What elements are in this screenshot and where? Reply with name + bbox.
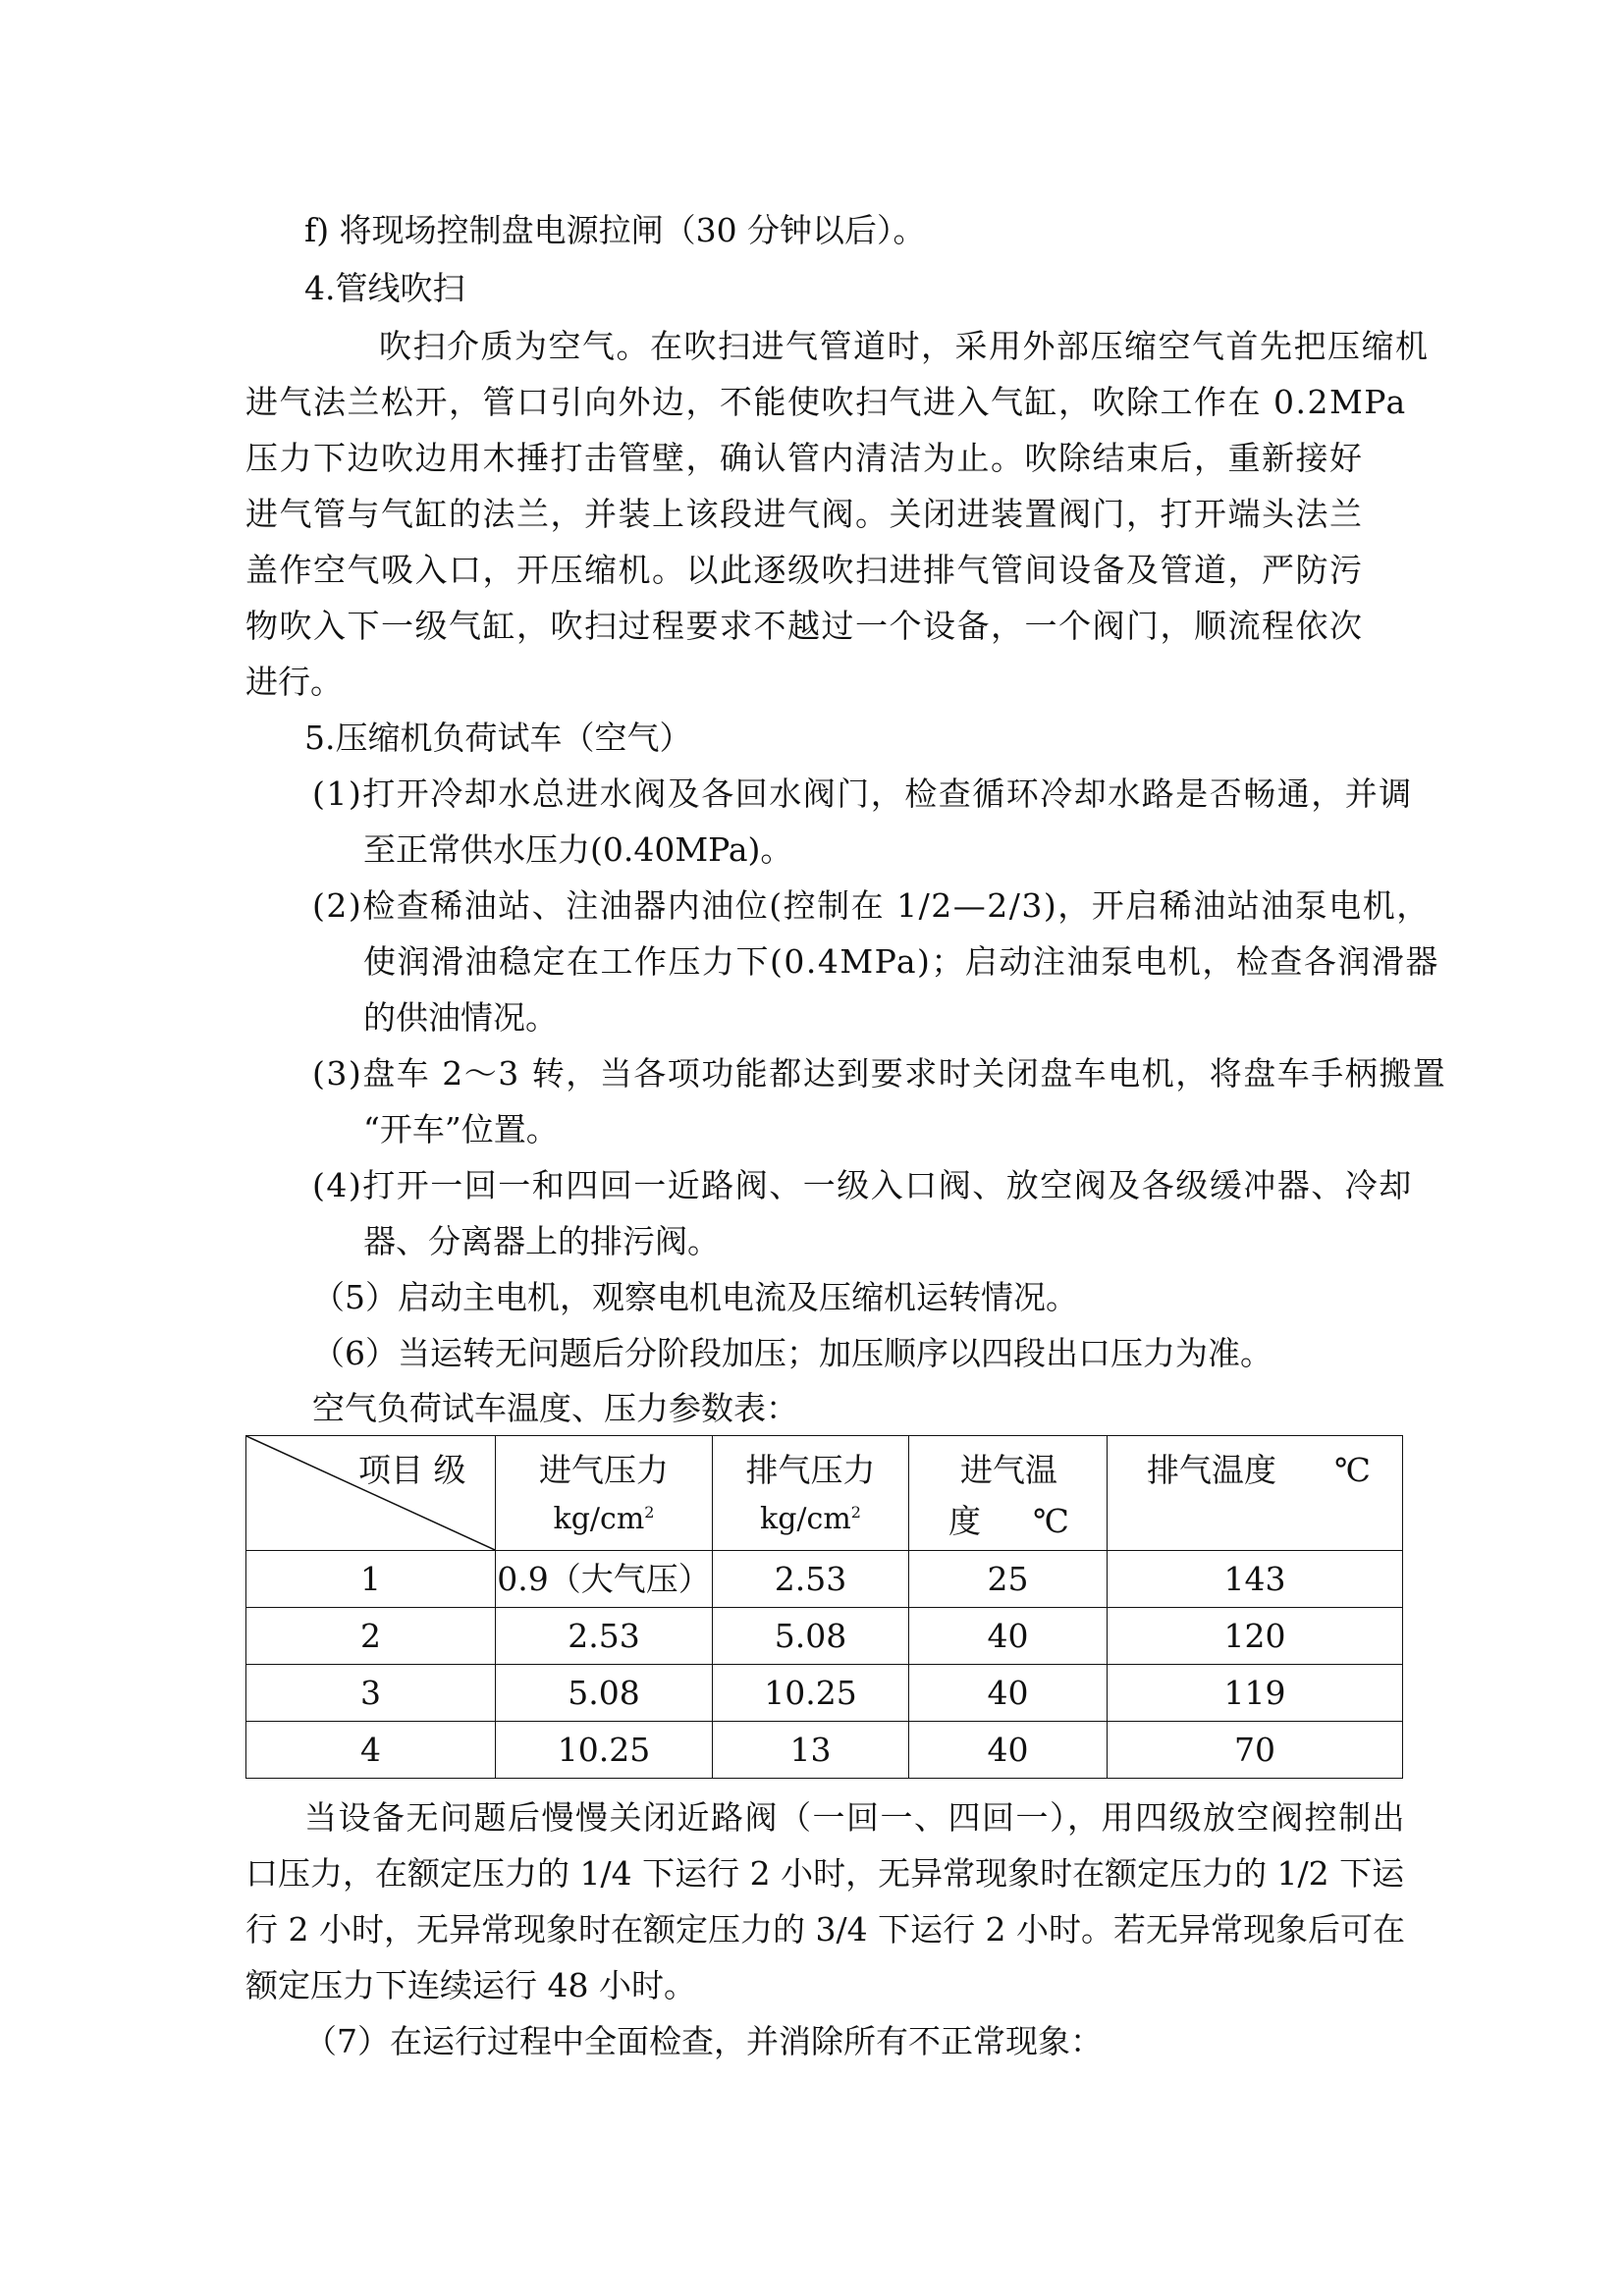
list-item-4: (4)打开一回一和四回一近路阀、一级入口阀、放空阀及各级缓冲器、冷却 bbox=[312, 1166, 1413, 1204]
inlet-pressure-cell: 10.25 bbox=[496, 1722, 713, 1779]
table-caption: 空气负荷试车温度、压力参数表： bbox=[312, 1389, 798, 1427]
header-label-cont: 度 bbox=[948, 1502, 981, 1540]
inlet-pressure-cell: 2.53 bbox=[496, 1608, 713, 1665]
exhaust-temp-cell: 120 bbox=[1108, 1608, 1403, 1665]
table-header-row bbox=[246, 1436, 1403, 1551]
table-corner-cell bbox=[246, 1436, 496, 1551]
paragraph-line: 压力下边吹边用木捶打击管壁，确认管内清洁为止。吹除结束后，重新接好 bbox=[245, 439, 1364, 477]
list-item-2-cont: 的供油情况。 bbox=[363, 998, 558, 1037]
paragraph-line: 物吹入下一级气缸，吹扫过程要求不越过一个设备，一个阀门，顺流程依次 bbox=[245, 607, 1364, 645]
step-f: f) 将现场控制盘电源拉闸（30 分钟以后）。 bbox=[304, 211, 926, 249]
paragraph-line: 口压力，在额定压力的 1/4 下运行 2 小时，无异常现象时在额定压力的 1/2 下运 bbox=[245, 1854, 1405, 1893]
paragraph-line: 进行。 bbox=[245, 663, 343, 701]
stage-cell: 2 bbox=[246, 1608, 496, 1665]
corner-label: 项目 级 bbox=[358, 1451, 466, 1489]
paragraph-line: 进气管与气缸的法兰，并装上该段进气阀。关闭进装置阀门，打开端头法兰 bbox=[245, 495, 1364, 533]
exhaust-temp-cell: 143 bbox=[1108, 1551, 1403, 1608]
exhaust-temp-cell: 119 bbox=[1108, 1665, 1403, 1722]
header-label: 排气温度 bbox=[1147, 1451, 1276, 1489]
header-unit: $kg/cm^2$ bbox=[760, 1502, 861, 1536]
inlet-pressure-cell: 0.9（大气压） bbox=[496, 1551, 713, 1608]
header-inlet-temperature bbox=[909, 1436, 1108, 1551]
table-row bbox=[246, 1665, 1403, 1722]
inlet-temp-cell: 40 bbox=[909, 1722, 1108, 1779]
header-outlet-pressure bbox=[713, 1436, 909, 1551]
header-unit: ℃ bbox=[1033, 1502, 1069, 1540]
inlet-temp-cell: 25 bbox=[909, 1551, 1108, 1608]
list-item-1-cont: 至正常供水压力(0.40MPa)。 bbox=[363, 830, 793, 869]
stage-cell: 4 bbox=[246, 1722, 496, 1779]
outlet-pressure-cell: 10.25 bbox=[713, 1665, 909, 1722]
stage-cell: 3 bbox=[246, 1665, 496, 1722]
paragraph-line: 盖作空气吸入口，开压缩机。以此逐级吹扫进排气管间设备及管道，严防污 bbox=[245, 551, 1364, 589]
table-row bbox=[246, 1551, 1403, 1608]
outlet-pressure-cell: 2.53 bbox=[713, 1551, 909, 1608]
list-item-2-cont: 使润滑油稳定在工作压力下(0.4MPa)；启动注油泵电机，检查各润滑器 bbox=[363, 942, 1439, 981]
header-label: 排气压力 bbox=[745, 1451, 876, 1489]
list-item-7: （7）在运行过程中全面检查，并消除所有不正常现象： bbox=[304, 2022, 1103, 2060]
list-item-1: (1)打开冷却水总进水阀及各回水阀门，检查循环冷却水路是否畅通，并调 bbox=[312, 774, 1413, 813]
paragraph-line: 当设备无问题后慢慢关闭近路阀（一回一、四回一），用四级放空阀控制出 bbox=[304, 1798, 1406, 1837]
list-item-3-cont: “开车”位置。 bbox=[363, 1110, 559, 1148]
stage-cell: 1 bbox=[246, 1551, 496, 1608]
paragraph-line: 进气法兰松开，管口引向外边，不能使吹扫气进入气缸，吹除工作在 0.2MPa bbox=[245, 383, 1407, 421]
table-row bbox=[246, 1608, 1403, 1665]
paragraph-line: 行 2 小时，无异常现象时在额定压力的 3/4 下运行 2 小时。若无异常现象后可在 bbox=[245, 1910, 1406, 1949]
list-item-6: （6）当运转无问题后分阶段加压；加压顺序以四段出口压力为准。 bbox=[312, 1334, 1272, 1372]
list-item-3: (3)盘车 2～3 转，当各项功能都达到要求时关闭盘车电机，将盘车手柄搬置 bbox=[312, 1054, 1447, 1093]
inlet-temp-cell: 40 bbox=[909, 1665, 1108, 1722]
header-unit: ℃ bbox=[1334, 1451, 1371, 1489]
header-inlet-pressure bbox=[496, 1436, 713, 1551]
header-label: 进气压力 bbox=[539, 1451, 669, 1489]
header-exhaust-temperature bbox=[1108, 1436, 1403, 1551]
parameter-table bbox=[245, 1435, 1403, 1779]
paragraph-line: 吹扫介质为空气。在吹扫进气管道时，采用外部压缩空气首先把压缩机 bbox=[379, 327, 1430, 365]
list-item-5: （5）启动主电机，观察电机电流及压缩机运转情况。 bbox=[312, 1278, 1078, 1316]
section-heading-4: 4.管线吹扫 bbox=[304, 269, 465, 307]
section-heading-5: 5.压缩机负荷试车（空气） bbox=[304, 719, 692, 757]
header-unit: $kg/cm^2$ bbox=[553, 1502, 655, 1536]
outlet-pressure-cell: 13 bbox=[713, 1722, 909, 1779]
paragraph-line: 额定压力下连续运行 48 小时。 bbox=[245, 1966, 696, 2004]
outlet-pressure-cell: 5.08 bbox=[713, 1608, 909, 1665]
list-item-2: (2)检查稀油站、注油器内油位(控制在 1/2—2/3)，开启稀油站油泵电机， bbox=[312, 886, 1431, 925]
table-row bbox=[246, 1722, 1403, 1779]
list-item-4-cont: 器、分离器上的排污阀。 bbox=[363, 1222, 720, 1260]
inlet-pressure-cell: 5.08 bbox=[496, 1665, 713, 1722]
header-label: 进气温 bbox=[960, 1451, 1057, 1489]
inlet-temp-cell: 40 bbox=[909, 1608, 1108, 1665]
exhaust-temp-cell: 70 bbox=[1108, 1722, 1403, 1779]
